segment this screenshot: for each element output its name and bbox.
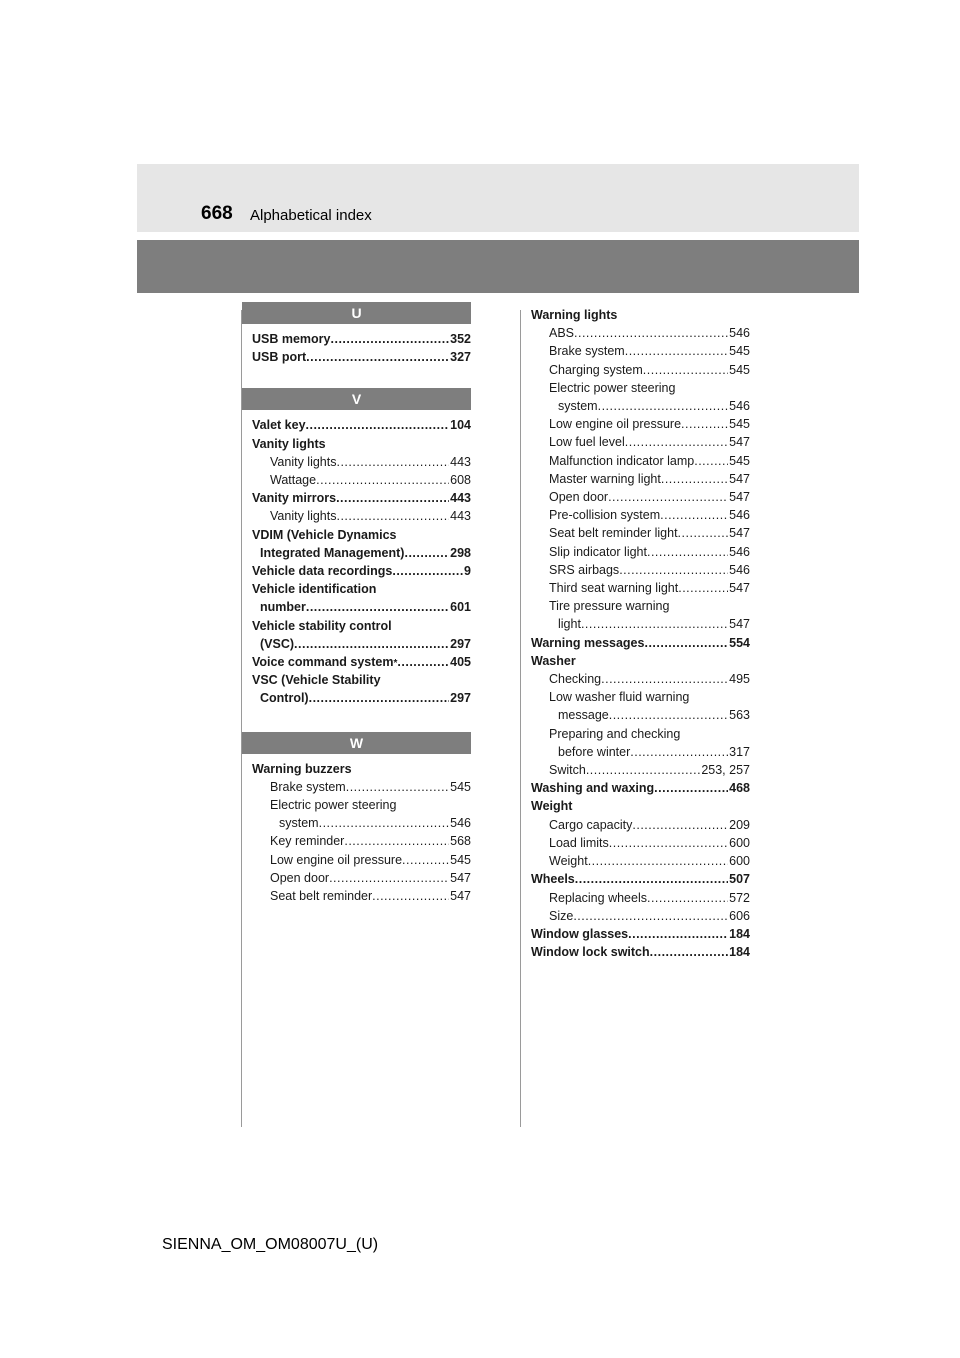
entry-page[interactable]: 545 [729,362,750,377]
entry-page[interactable]: 547 [729,490,750,505]
entry-label: Tire pressure warning [549,599,670,614]
entry-label: Preparing and checking [549,726,681,741]
entry-label: Vanity lights [270,509,337,524]
leader-dots [628,925,728,943]
entry-page[interactable]: 545 [450,779,471,794]
leader-dots [630,743,728,761]
leader-dots [681,415,728,433]
entry-page[interactable]: 545 [729,417,750,432]
header-band [137,164,859,232]
index-entry [531,397,750,415]
index-entry [252,887,471,905]
leader-dots [601,670,728,688]
entry-page[interactable]: 104 [450,418,471,433]
leader-dots [575,870,728,888]
entry-page[interactable]: 546 [729,544,750,559]
index-entry [252,778,471,796]
entry-label: Pre-collision system [549,508,661,523]
index-entry [531,342,750,360]
index-entry [252,416,471,434]
entry-page[interactable]: 554 [729,635,750,650]
entry-label: Warning messages [531,635,645,650]
index-entry [252,689,471,707]
leader-dots [306,598,449,616]
leader-dots [306,416,450,434]
index-entry [531,797,750,815]
leader-dots [346,778,449,796]
section-letter-v: V [242,388,471,410]
index-entry [531,816,750,834]
index-entry [531,433,750,451]
index-entry [531,889,750,907]
entry-page[interactable]: 601 [450,600,471,615]
entry-page[interactable]: 327 [450,350,471,365]
entry-label: Vehicle identification [252,582,377,597]
entry-page[interactable]: 297 [450,636,471,651]
entry-label: Malfunction indicator lamp [549,453,695,468]
entry-label: Voice command system [252,655,394,670]
entry-label: Vanity lights [270,454,337,469]
entry-label: Warning lights [531,308,618,322]
leader-dots [609,706,728,724]
entry-page[interactable]: 317 [729,744,750,759]
entry-label: system [558,399,598,414]
right-column-rule [520,310,521,1127]
section-letter-w: W [242,732,471,754]
entry-label: Window lock switch [531,945,650,960]
entry-label: Seat belt reminder [270,889,373,904]
entry-label: Vehicle stability control [252,618,392,633]
index-entry [252,330,471,348]
left-column-rule [241,310,242,1127]
leader-dots [647,889,728,907]
entry-label: Brake system [270,779,346,794]
entry-label: USB port [252,350,307,365]
index-entry [531,543,750,561]
entry-page[interactable]: 468 [729,781,750,796]
index-entry [531,870,750,888]
entry-label: before winter [558,744,631,759]
index-entry [252,471,471,489]
leader-dots [678,579,728,597]
leader-dots [647,543,728,561]
entry-label: ABS [549,326,575,341]
leader-dots [402,851,449,869]
entry-label: Key reminder [270,834,345,849]
leader-dots [643,361,728,379]
entry-page[interactable]: 547 [729,526,750,541]
index-entry [531,652,750,670]
entry-page[interactable]: 547 [729,581,750,596]
entry-label: Weight [531,799,573,814]
index-entry [252,598,471,616]
leader-dots [661,470,728,488]
entry-label: Load limits [549,835,609,850]
entry-page[interactable]: 443 [450,491,471,506]
section-band [137,240,859,293]
index-entry [531,524,750,542]
entry-page[interactable]: 568 [450,834,471,849]
index-entry [531,834,750,852]
leader-dots [678,524,729,542]
leader-dots [608,488,728,506]
entry-label: Open door [270,870,330,885]
page-number: 668 [201,203,233,224]
leader-dots [625,342,728,360]
index-entry [252,348,471,366]
entry-page[interactable]: 443 [450,454,471,469]
entry-page[interactable]: 495 [729,672,750,687]
entry-label: Vanity mirrors [252,491,337,506]
index-entry [531,306,750,324]
entry-label: VSC (Vehicle Stability [252,673,381,688]
entry-label: system [279,816,319,831]
leader-dots [336,453,449,471]
entry-label: USB memory [252,332,331,346]
leader-dots [329,869,449,887]
entry-page[interactable]: 546 [729,399,750,414]
leader-dots [654,779,728,797]
leader-dots [372,887,449,905]
leader-dots [586,761,701,779]
entry-page[interactable]: 546 [729,508,750,523]
index-entry [531,597,750,615]
entry-label: Wheels [531,872,575,887]
entry-label: Valet key [252,418,306,433]
entry-label: VDIM (Vehicle Dynamics [252,527,397,542]
entry-page[interactable]: 547 [729,617,750,632]
index-entry [252,544,471,562]
index-entry [531,488,750,506]
leader-dots [632,816,728,834]
index-entry [531,379,750,397]
entry-label: message [558,708,609,723]
index-entry [531,779,750,797]
index-entry [531,634,750,652]
leader-dots [660,506,728,524]
index-entry [531,324,750,342]
entry-page[interactable]: 9 [464,564,471,579]
leader-dots [644,634,728,652]
entry-label: Cargo capacity [549,817,633,832]
entry-label: Third seat warning light [549,581,679,596]
entry-label: Low washer fluid warning [549,690,690,705]
index-entry [252,526,471,544]
index-entry [252,832,471,850]
leader-dots [619,561,728,579]
entry-page[interactable]: 545 [450,852,471,867]
index-entry [252,814,471,832]
index-entry [252,507,471,525]
entry-label: Window glasses [531,926,629,941]
entry-page[interactable]: 297 [450,691,471,706]
index-entry [531,615,750,633]
index-entry [531,470,750,488]
leader-dots [581,615,728,633]
leader-dots [397,653,449,671]
index-entry [252,580,471,598]
entry-page[interactable]: 545 [729,344,750,359]
entry-label: SRS airbags [549,562,620,577]
index-entry [252,760,471,778]
index-entry [252,453,471,471]
entry-page[interactable]: 546 [450,816,471,831]
leader-dots [694,452,728,470]
entry-label: number [260,600,306,615]
entry-page[interactable]: 608 [450,473,471,488]
index-entry [531,361,750,379]
entry-label: Electric power steering [549,380,676,395]
index-entry [531,670,750,688]
entry-label: Checking [549,672,602,687]
entry-page[interactable]: 600 [729,854,750,869]
entry-page[interactable]: 546 [729,562,750,577]
entry-label: Brake system [549,344,625,359]
index-entry [252,617,471,635]
index-entry [252,869,471,887]
entry-page[interactable]: 606 [729,908,750,923]
index-entry [252,851,471,869]
index-entry [252,562,471,580]
entry-page[interactable]: 563 [729,708,750,723]
entry-label: Size [549,908,574,923]
index-entry [252,635,471,653]
leader-dots [625,433,728,451]
leader-dots [306,348,449,366]
entry-page[interactable]: 184 [729,926,750,941]
leader-dots [574,324,728,342]
entry-page[interactable]: 443 [450,509,471,524]
index-entry [531,706,750,724]
page-title: Alphabetical index [250,207,372,224]
index-entry [531,943,750,961]
entry-label: Electric power steering [270,798,397,813]
entry-label: Replacing wheels [549,890,647,905]
leader-dots [573,907,728,925]
entry-label: Control) [260,691,309,706]
entry-label: Washing and waxing [531,781,655,796]
leader-dots [598,397,729,415]
leader-dots [392,562,463,580]
index-entry [531,852,750,870]
index-entry [531,688,750,706]
index-entry [531,925,750,943]
index-column-right [531,306,750,961]
leader-dots [331,330,450,348]
index-entry [531,579,750,597]
leader-dots [316,471,449,489]
index-entry [531,415,750,433]
entry-page[interactable]: 352 [450,332,471,346]
entry-page[interactable]: 547 [729,435,750,450]
entry-label: Weight [549,854,588,869]
entry-label: Seat belt reminder light [549,526,678,541]
entry-page[interactable]: 546 [729,326,750,341]
leader-dots [336,489,449,507]
entry-page[interactable]: 209 [729,817,750,832]
entry-label: Open door [549,490,609,505]
entry-page[interactable]: 547 [450,870,471,885]
index-entry [531,561,750,579]
index-entry: Voice command system * ..... 405 [252,653,471,671]
entry-label: Low engine oil pressure [549,417,682,432]
entry-label: Vehicle data recordings [252,564,393,579]
index-entry [252,671,471,689]
leader-dots [309,689,450,707]
index-entry [252,489,471,507]
entry-page[interactable]: 600 [729,835,750,850]
entry-label: Vanity lights [252,436,326,451]
index-entry [531,907,750,925]
index-entry [531,725,750,743]
entry-page[interactable]: 184 [729,945,750,960]
entry-page[interactable]: 547 [729,471,750,486]
entry-label: Integrated Management) [260,545,405,560]
entry-label: Master warning light [549,471,661,486]
entry-label: Wattage [270,473,317,488]
entry-page[interactable]: 253, 257 [701,763,750,778]
entry-label: Low fuel level [549,435,625,450]
section-letter-u: U [242,302,471,324]
index-entry [252,435,471,453]
entry-page[interactable]: 545 [729,453,750,468]
index-entry [531,506,750,524]
leader-dots [319,814,450,832]
index-entry [531,452,750,470]
index-column-left [252,302,471,905]
entry-label: Washer [531,653,576,668]
leader-dots [344,832,449,850]
entry-page[interactable]: 547 [450,889,471,904]
entry-page[interactable]: 405 [450,655,471,670]
entry-page[interactable]: 572 [729,890,750,905]
leader-dots [294,635,449,653]
leader-dots [404,544,449,562]
index-entry [252,796,471,814]
leader-dots [650,943,728,961]
entry-label: light [558,617,581,632]
index-entry [531,743,750,761]
entry-page[interactable]: 507 [729,872,750,887]
entry-label: Low engine oil pressure [270,852,403,867]
entry-label: Switch [549,763,586,778]
entry-label: Warning buzzers [252,761,352,776]
entry-label: Slip indicator light [549,544,647,559]
leader-dots [609,834,728,852]
entry-label: (VSC) [260,636,295,651]
entry-label: Charging system [549,362,643,377]
entry-page[interactable]: 298 [450,545,471,560]
document-code: SIENNA_OM_OM08007U_(U) [162,1236,379,1253]
leader-dots [588,852,728,870]
index-entry [531,761,750,779]
leader-dots [336,507,449,525]
